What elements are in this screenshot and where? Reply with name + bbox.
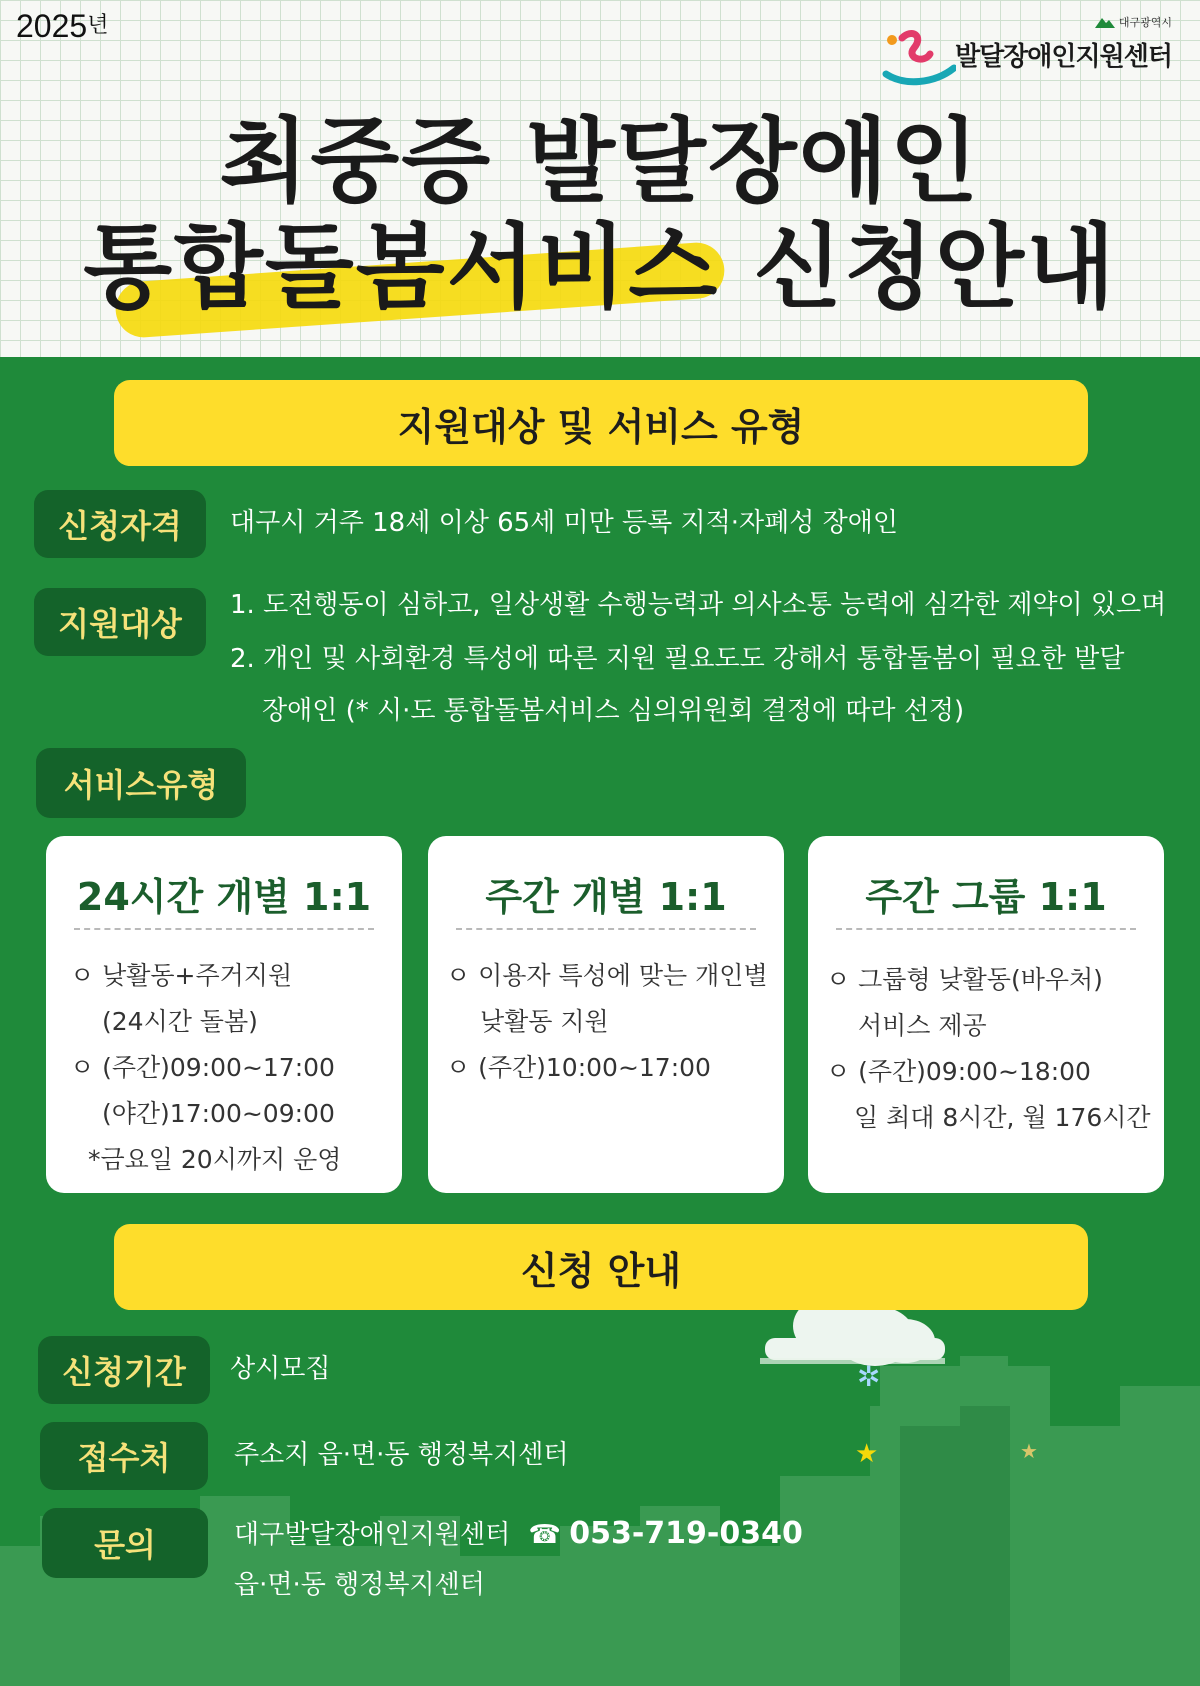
card-line: ㅇ (주간)09:00~18:00: [826, 1057, 1091, 1086]
city-logo: 대구광역시: [1095, 14, 1172, 30]
card-title: 24시간 개별 1:1: [76, 875, 372, 919]
service-card-24h: [46, 836, 402, 1193]
contact-line-2: 읍·면·동 행정복지센터: [234, 1570, 485, 1600]
service-type-tag: 서비스유형: [36, 748, 246, 818]
card-line: (야간)17:00~09:00: [102, 1099, 335, 1128]
service-card-day-group: [808, 836, 1164, 1193]
mountain-icon: [1095, 16, 1115, 28]
card-line: 서비스 제공: [858, 1011, 987, 1040]
card-line: *금요일 20시까지 운영: [88, 1145, 342, 1174]
contact-line-1: [234, 1514, 803, 1555]
card-line: 일 최대 8시간, 월 176시간: [854, 1103, 1151, 1132]
eligibility-text: 대구시 거주 18세 이상 65세 미만 등록 지적·자폐성 장애인: [230, 508, 898, 538]
center-logo: [882, 14, 1172, 88]
card-line: (24시간 돌봄): [102, 1007, 258, 1036]
target-item-2: 2. 개인 및 사회환경 특성에 따른 지원 필요도도 강해서 통합돌봄이 필요한 발달: [230, 644, 1125, 674]
target-item-1: 1. 도전행동이 심하고, 일상생활 수행능력과 의사소통 능력에 심각한 제약이 있으며: [230, 590, 1167, 620]
card-divider: [836, 928, 1136, 930]
period-text: 상시모집: [230, 1354, 331, 1384]
target-item-3: 장애인 (* 시·도 통합돌봄서비스 심의위원회 결정에 따라 선정): [262, 696, 965, 726]
card-divider: [74, 928, 374, 930]
eligibility-tag: 신청자격: [34, 490, 206, 558]
center-logo-mark: [882, 28, 956, 88]
year-label: $2025^년$: [16, 8, 109, 44]
section-banner-application: 신청 안내: [114, 1224, 1088, 1310]
svg-text:✲: ✲: [857, 1360, 881, 1393]
office-tag: 접수처: [40, 1422, 208, 1490]
page-title-line1: 최중증 발달장애인: [219, 108, 981, 215]
card-line: ㅇ 낮활동+주거지원: [70, 961, 293, 990]
section-banner-support: 지원대상 및 서비스 유형: [114, 380, 1088, 466]
page-title-line2: 통합돌봄서비스 신청안내: [83, 214, 1117, 321]
card-line: ㅇ (주간)09:00~17:00: [70, 1053, 335, 1082]
contact-phone: 053-719-0340: [569, 1516, 803, 1551]
card-line: ㅇ 그룹형 낮활동(바우처): [826, 965, 1103, 994]
header-area: [0, 0, 1200, 357]
contact-center-name: 대구발달장애인지원센터: [234, 1520, 511, 1550]
card-line: ㅇ (주간)10:00~17:00: [446, 1053, 711, 1082]
period-tag: 신청기간: [38, 1336, 210, 1404]
phone-icon: ☎: [528, 1520, 561, 1550]
contact-tag: 문의: [42, 1508, 208, 1578]
card-title: 주간 개별 1:1: [485, 875, 727, 919]
card-line: 낮활동 지원: [480, 1007, 609, 1036]
svg-text:★: ★: [855, 1439, 879, 1469]
target-tag: 지원대상: [34, 588, 206, 656]
office-text: 주소지 읍·면·동 행정복지센터: [234, 1440, 569, 1470]
center-name: 발달장애인지원센터: [954, 42, 1172, 72]
svg-text:★: ★: [1020, 1439, 1038, 1463]
card-divider: [456, 928, 756, 930]
service-card-day-individual: [428, 836, 784, 1193]
card-title: 주간 그룹 1:1: [865, 875, 1107, 919]
card-line: ㅇ 이용자 특성에 맞는 개인별: [446, 961, 768, 990]
